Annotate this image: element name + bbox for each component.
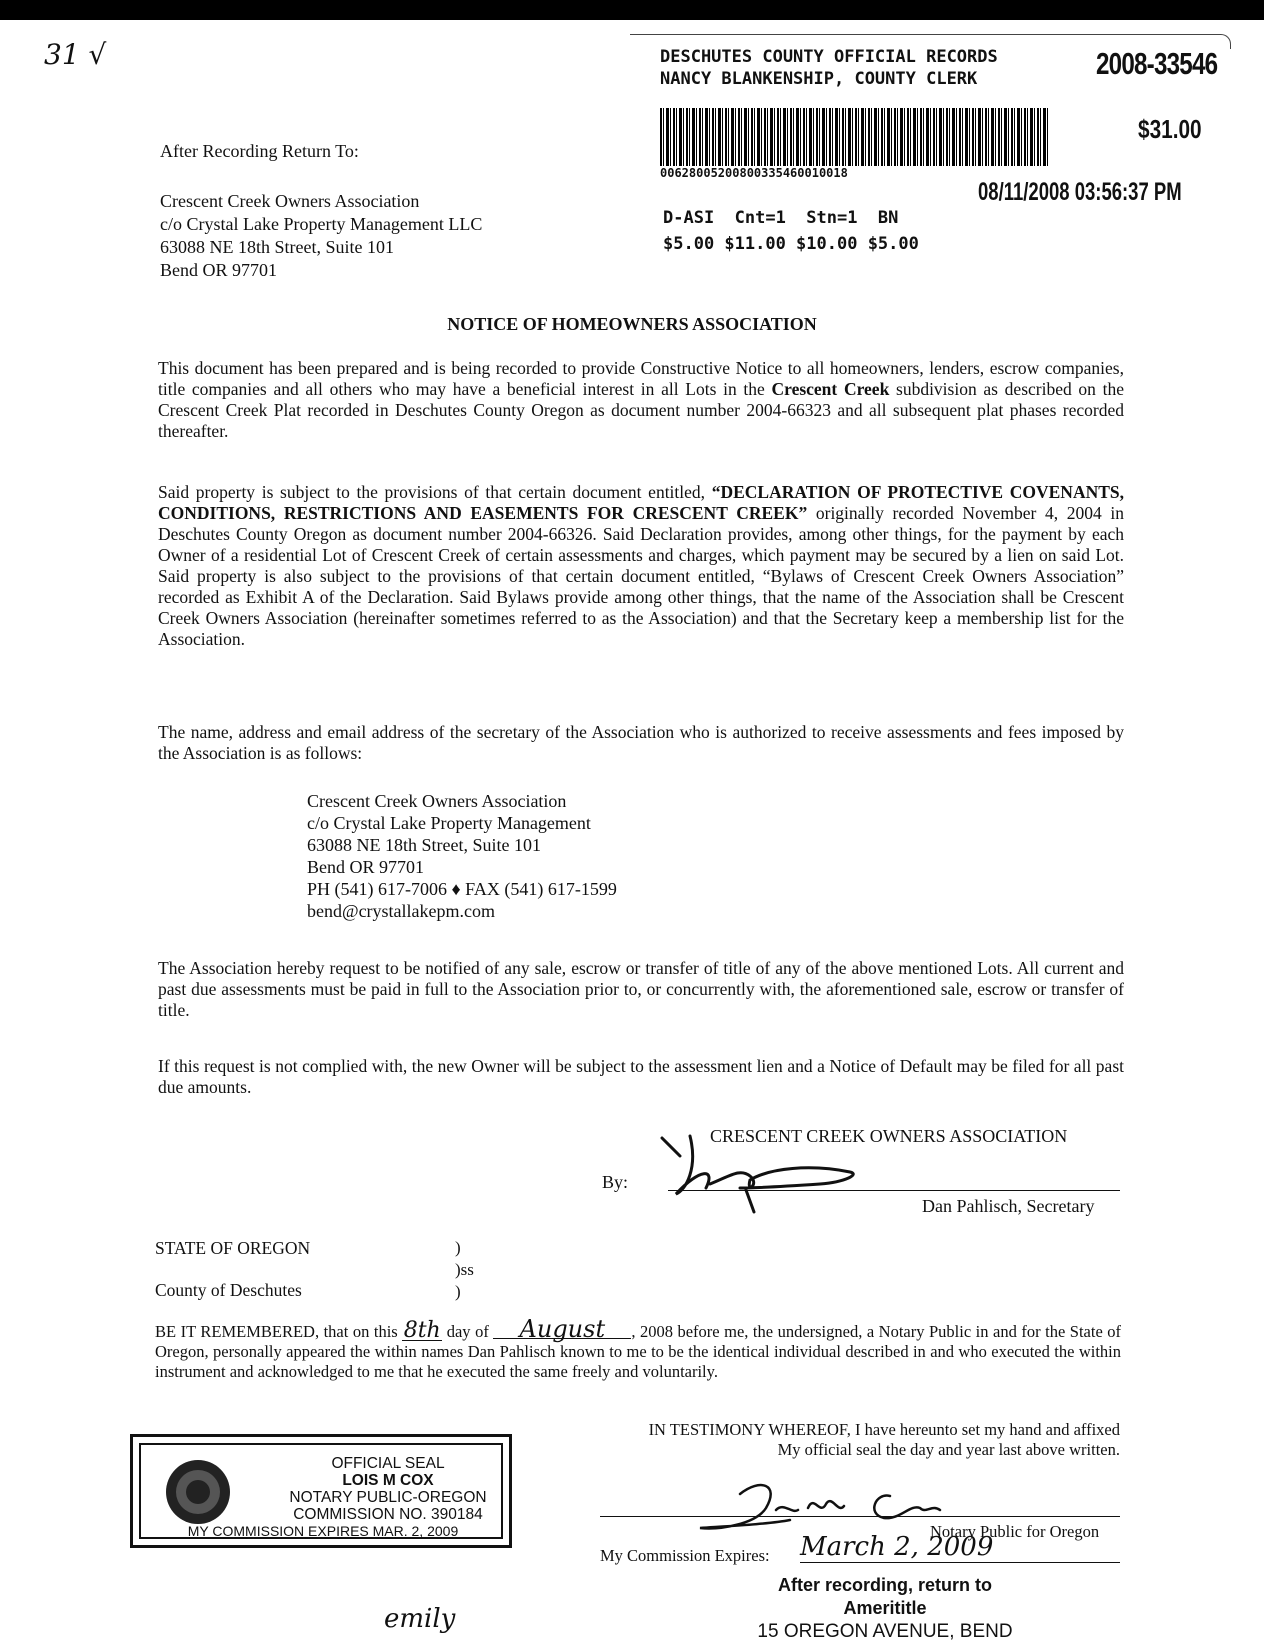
document-title: NOTICE OF HOMEOWNERS ASSOCIATION bbox=[447, 314, 817, 334]
margin-mark: 31 √ bbox=[44, 38, 107, 71]
barcode-number: 00628005200800335460010018 bbox=[660, 166, 848, 180]
recording-office bbox=[660, 46, 998, 90]
after-recording-line: 15 OREGON AVENUE, BEND bbox=[757, 1621, 1013, 1642]
barcode bbox=[660, 108, 1050, 166]
notary-signature-line bbox=[600, 1516, 1120, 1517]
handwritten-day: 8th bbox=[403, 1318, 441, 1343]
seal-notary-public: NOTARY PUBLIC-OREGON bbox=[289, 1489, 487, 1506]
return-to-heading: After Recording Return To: bbox=[160, 141, 359, 161]
secretary-address bbox=[307, 790, 617, 922]
venue-county: County of Deschutes bbox=[155, 1280, 302, 1300]
fee-total: $31.00 bbox=[1138, 114, 1202, 144]
venue-bracket: ) bbox=[455, 1282, 461, 1301]
venue-state: STATE OF OREGON bbox=[155, 1238, 311, 1258]
seal-official-seal: OFFICIAL SEAL bbox=[331, 1455, 445, 1472]
subdivision-name: Crescent Creek bbox=[771, 379, 890, 399]
handwritten-name: emily bbox=[384, 1604, 456, 1634]
secretary-address-line: 63088 NE 18th Street, Suite 101 bbox=[307, 835, 541, 855]
testimony-line: IN TESTIMONY WHEREOF, I have hereunto set my hand and affixed bbox=[648, 1420, 1120, 1439]
paragraph-secretary-intro: The name, address and email address of the secretary of the Association who is authorized to receive assessments and fees imposed by the Association is as follows: bbox=[158, 722, 1124, 763]
paragraph-notification-request: The Association hereby request to be notified of any sale, escrow or transfer of title of any of the above mentioned Lots. All current and past due assessments must be paid in full to the Association prior to, or concurrently with, the aforementioned sale, escrow or transfer of title. bbox=[158, 958, 1124, 1020]
venue-ss: )ss bbox=[455, 1260, 474, 1279]
after-recording-stamp bbox=[720, 1574, 1050, 1643]
recording-timestamp: 08/11/2008 03:56:37 PM bbox=[978, 178, 1182, 206]
return-to-address bbox=[160, 190, 482, 282]
signature-org-name: CRESCENT CREEK OWNERS ASSOCIATION bbox=[710, 1126, 1068, 1146]
secretary-email: bend@crystallakepm.com bbox=[307, 901, 496, 921]
secretary-address-line: Bend OR 97701 bbox=[307, 857, 424, 877]
return-to-line: Bend OR 97701 bbox=[160, 260, 277, 280]
recording-office-line1: DESCHUTES COUNTY OFFICIAL RECORDS bbox=[660, 47, 998, 67]
acknowledgment-text: day of bbox=[446, 1322, 489, 1341]
secretary-phone-fax: PH (541) 617-7006 ♦ FAX (541) 617-1599 bbox=[307, 879, 617, 899]
secretary-name-title: Dan Pahlisch, Secretary bbox=[922, 1196, 1095, 1216]
acknowledgment-text: , 2008 before me, the undersigned, a Notary Public in and for the State of Oregon, personally appeared the within names Dan Pahlisch known to me to be the identical individual described in and who executed the within instrument and acknowledged to me that he executed the same freely and voluntarily. bbox=[155, 1322, 1122, 1381]
secretary-address-line: Crescent Creek Owners Association bbox=[307, 791, 567, 811]
handwritten-month: August bbox=[493, 1320, 631, 1339]
acknowledgment-paragraph bbox=[155, 1315, 1122, 1382]
secretary-signature bbox=[650, 1128, 890, 1218]
document-number: 2008-33546 bbox=[1096, 46, 1218, 81]
secretary-address-line: c/o Crystal Lake Property Management bbox=[307, 813, 591, 833]
scan-top-edge bbox=[0, 0, 1264, 20]
seal-commission-expiry: MY COMMISSION EXPIRES MAR. 2, 2009 bbox=[187, 1523, 459, 1539]
return-to-line: Crescent Creek Owners Association bbox=[160, 191, 420, 211]
after-recording-line: Amerititle bbox=[843, 1598, 927, 1618]
paragraph-text: This document has been prepared and is being recorded to provide Constructive Notice to all homeowners, lenders, escrow companies, title companies and all others who may have a beneficial interest in all Lots in the bbox=[158, 358, 1124, 399]
recording-office-line2: NANCY BLANKENSHIP, COUNTY CLERK bbox=[660, 69, 978, 89]
paragraph-text: subdivision as described on the Crescent Creek Plat recorded in Deschutes County Oregon as document number 2004-66323 and all subsequent plat phases recorded thereafter. bbox=[158, 379, 1125, 441]
after-recording-line: After recording, return to bbox=[777, 1575, 992, 1595]
recording-codes: D-ASI Cnt=1 Stn=1 BN bbox=[663, 208, 899, 228]
paragraph-constructive-notice bbox=[158, 358, 1124, 442]
signature-line bbox=[668, 1190, 1120, 1191]
testimony-statement bbox=[586, 1420, 1120, 1460]
paragraph-default-notice: If this request is not complied with, the new Owner will be subject to the assessment lien and a Notice of Default may be filed for all past due amounts. bbox=[158, 1056, 1124, 1097]
handwritten-commission-date: March 2, 2009 bbox=[800, 1532, 1120, 1563]
venue-bracket: ) bbox=[455, 1238, 461, 1257]
recording-fees: $5.00 $11.00 $10.00 $5.00 bbox=[663, 234, 919, 254]
oregon-state-seal-icon bbox=[163, 1457, 233, 1527]
paragraph-text: originally recorded November 4, 2004 in Deschutes County Oregon as document number 2004-66326. Said Declaration provides, among other things, for the payment by each Owner of a residential Lot of Crescent Creek of certain assessments and charges, which payment may be secured by a lien on said Lot. Said property is also subject to the provisions of that certain document entitled, “Bylaws of Crescent Creek Owners Association” recorded as Exhibit A of the Declaration. Said Bylaws provide among other things, that the name of the Association shall be Crescent Creek Owners Association (hereinafter sometimes referred to as the Association) and that the Secretary keep a membership list for the Association. bbox=[158, 503, 1124, 649]
notary-title: Notary Public for Oregon bbox=[930, 1522, 1100, 1541]
paragraph-declaration bbox=[158, 482, 1124, 650]
seal-commission-number: COMMISSION NO. 390184 bbox=[293, 1506, 483, 1523]
seal-notary-name: LOIS M COX bbox=[342, 1472, 434, 1489]
return-to-line: c/o Crystal Lake Property Management LLC bbox=[160, 214, 483, 234]
notary-seal-stamp bbox=[130, 1434, 512, 1548]
declaration-title: “DECLARATION OF PROTECTIVE COVENANTS, CONDITIONS, RESTRICTIONS AND EASEMENTS FOR CRESCENT CREEK” bbox=[158, 482, 1125, 523]
acknowledgment-text: BE IT REMEMBERED, that on this bbox=[155, 1322, 398, 1341]
by-label: By: bbox=[602, 1172, 629, 1192]
return-to-line: 63088 NE 18th Street, Suite 101 bbox=[160, 237, 394, 257]
paragraph-text: Said property is subject to the provisions of that certain document entitled, bbox=[158, 482, 712, 502]
testimony-line: My official seal the day and year last above written. bbox=[777, 1440, 1120, 1459]
commission-expires-label: My Commission Expires: bbox=[600, 1546, 770, 1565]
